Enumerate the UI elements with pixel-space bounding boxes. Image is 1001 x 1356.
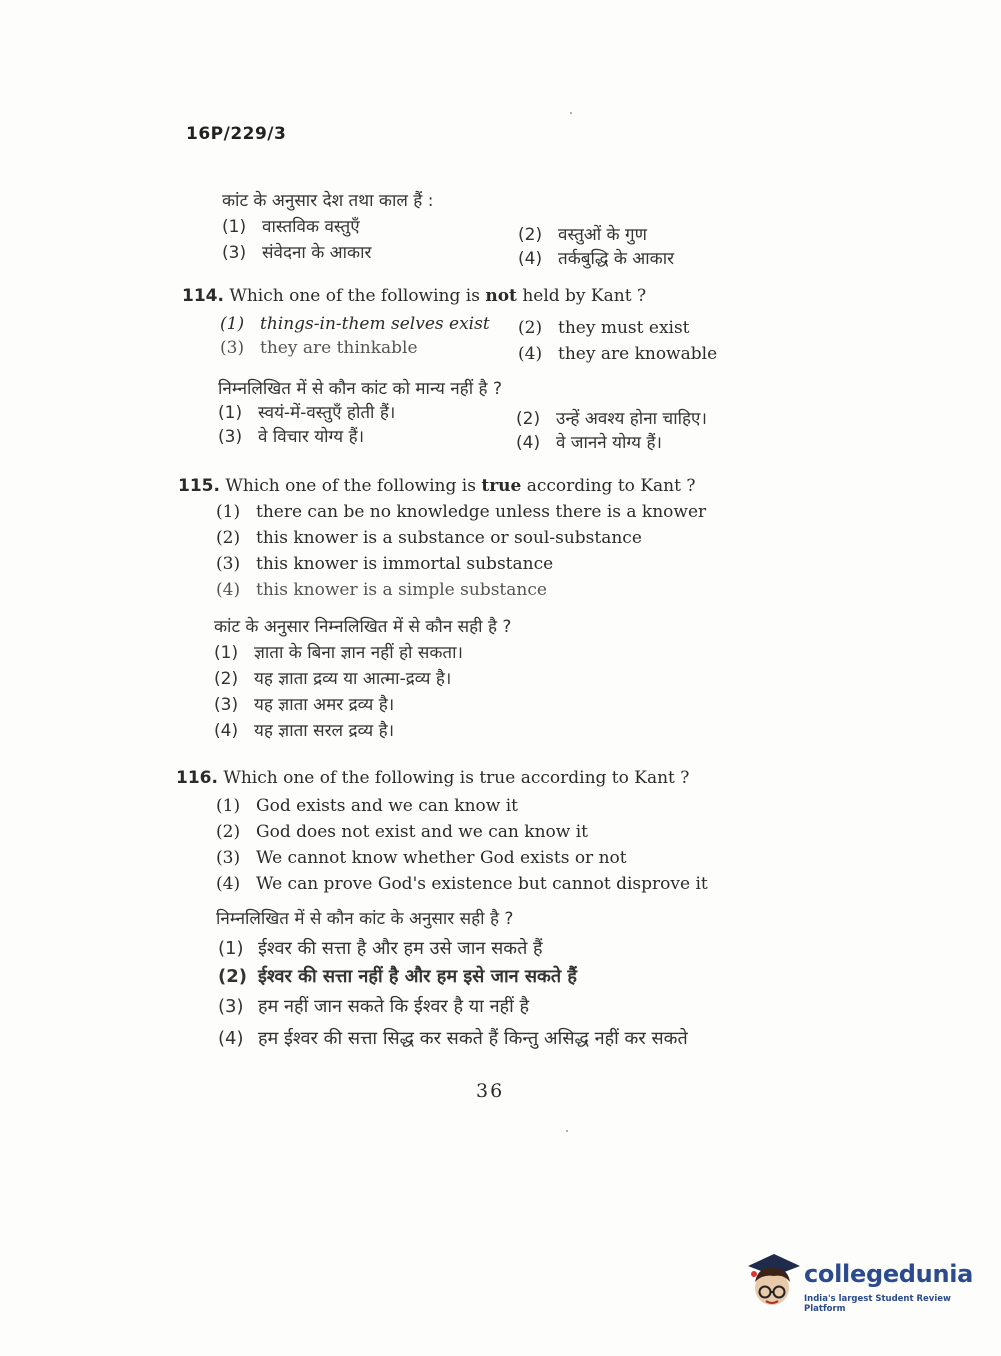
- option-number: (2): [218, 966, 247, 987]
- option-number: (1): [222, 217, 247, 237]
- option-number: (4): [216, 874, 241, 894]
- q114-option-2: [518, 318, 690, 338]
- question-text: Which one of the following is true according to Kant ?: [223, 768, 690, 788]
- question-text: Which one of the following is: [229, 286, 480, 306]
- q116-hindi-option-1: [218, 936, 543, 960]
- q114-option-3: [220, 338, 418, 358]
- option-text: ईश्वर की सत्ता है और हम उसे जान सकते हैं: [258, 938, 543, 959]
- option-number: (2): [516, 409, 541, 429]
- option-number: (4): [518, 249, 543, 269]
- option-number: (1): [218, 403, 243, 423]
- option-number: (3): [220, 338, 245, 358]
- question-number: 114.: [182, 286, 224, 306]
- q113-option-1: [222, 214, 360, 237]
- question-number: 115.: [178, 476, 220, 496]
- option-number: (3): [214, 695, 239, 715]
- paper-code: 16P/229/3: [186, 124, 287, 144]
- q114-hindi-option-2: [516, 406, 707, 429]
- q116-option-3: [216, 848, 627, 868]
- option-number: (4): [216, 580, 241, 600]
- option-number: (2): [216, 822, 241, 842]
- option-text: ज्ञाता के बिना ज्ञान नहीं हो सकता।: [254, 643, 463, 663]
- q115-hindi-option-2: [214, 666, 451, 689]
- page-number: 36: [476, 1080, 505, 1102]
- option-text: यह ज्ञाता सरल द्रव्य है।: [254, 721, 395, 741]
- option-text: We can prove God's existence but cannot disprove it: [256, 874, 708, 894]
- q115-hindi-option-1: [214, 640, 463, 663]
- option-text: वास्तविक वस्तुएँ: [262, 217, 360, 237]
- option-text: they must exist: [558, 318, 690, 338]
- option-text: तर्कबुद्धि के आकार: [558, 249, 675, 269]
- option-text: they are knowable: [558, 344, 718, 364]
- option-number: (4): [218, 1028, 244, 1049]
- option-text: वे विचार योग्य हैं।: [258, 427, 365, 447]
- q114-hindi-question: निम्नलिखित में से कौन कांट को मान्य नहीं है ?: [218, 379, 502, 399]
- option-text: वे जानने योग्य हैं।: [556, 433, 662, 453]
- option-text: यह ज्ञाता अमर द्रव्य है।: [254, 695, 395, 715]
- q113-option-4: [518, 246, 674, 269]
- q115-option-3: [216, 554, 553, 574]
- option-number: (2): [214, 669, 239, 689]
- question-emphasis: true: [481, 476, 522, 496]
- q114-option-4: [518, 344, 717, 364]
- option-text: God does not exist and we can know it: [256, 822, 588, 842]
- q114-question: [182, 286, 646, 306]
- option-text: हम ईश्वर की सत्ता सिद्ध कर सकते हैं किन्तु असिद्ध नहीं कर सकते: [258, 1028, 688, 1049]
- option-number: (1): [220, 314, 245, 334]
- q116-option-1: [216, 796, 518, 816]
- question-emphasis: not: [485, 286, 517, 306]
- option-number: (3): [218, 996, 244, 1017]
- q115-hindi-option-4: [214, 718, 394, 741]
- q116-hindi-option-2: [218, 964, 577, 988]
- option-number: (4): [516, 433, 541, 453]
- q114-hindi-option-3: [218, 424, 364, 447]
- question-text: according to Kant ?: [526, 476, 696, 496]
- logo-wordmark: collegedunia: [804, 1260, 974, 1288]
- option-number: (3): [222, 243, 247, 263]
- option-number: (3): [218, 427, 243, 447]
- option-text: हम नहीं जान सकते कि ईश्वर है या नहीं है: [258, 996, 530, 1017]
- q115-option-2: [216, 528, 642, 548]
- option-text: things-in-them selves exist: [260, 314, 490, 334]
- q115-option-1: [216, 502, 706, 522]
- q115-option-4: [216, 580, 547, 600]
- option-number: (2): [518, 225, 543, 245]
- option-number: (2): [518, 318, 543, 338]
- option-text: this knower is a simple substance: [256, 580, 547, 600]
- option-text: there can be no knowledge unless there is a knower: [256, 502, 707, 522]
- option-text: यह ज्ञाता द्रव्य या आत्मा-द्रव्य है।: [254, 669, 452, 689]
- option-text: स्वयं-में-वस्तुएँ होती हैं।: [258, 403, 396, 423]
- collegedunia-logo: [744, 1252, 974, 1312]
- q116-question: [176, 768, 689, 788]
- q116-option-4: [216, 874, 708, 894]
- question-text: Which one of the following is: [225, 476, 476, 496]
- q116-option-2: [216, 822, 588, 842]
- question-number: 116.: [176, 768, 218, 788]
- option-number: (1): [218, 938, 244, 959]
- q113-option-3: [222, 240, 371, 263]
- q114-option-1: [220, 314, 490, 334]
- q114-hindi-option-4: [516, 430, 662, 453]
- q113-option-2: [518, 222, 647, 245]
- q114-hindi-option-1: [218, 400, 395, 423]
- option-text: संवेदना के आकार: [262, 243, 372, 263]
- option-number: (4): [214, 721, 239, 741]
- q116-hindi-question: निम्नलिखित में से कौन कांट के अनुसार सही है ?: [216, 909, 514, 929]
- option-number: (1): [216, 796, 241, 816]
- q116-hindi-option-4: [218, 1026, 688, 1050]
- q115-hindi-question: कांट के अनुसार निम्नलिखित में से कौन सही है ?: [214, 617, 512, 637]
- q116-hindi-option-3: [218, 994, 529, 1018]
- question-text: held by Kant ?: [522, 286, 647, 306]
- option-text: ईश्वर की सत्ता नहीं है और हम इसे जान सकते हैं: [258, 966, 577, 987]
- scan-speck: [570, 112, 572, 114]
- option-number: (3): [216, 848, 241, 868]
- option-text: this knower is a substance or soul-substance: [256, 528, 642, 548]
- option-text: उन्हें अवश्य होना चाहिए।: [556, 409, 707, 429]
- option-number: (2): [216, 528, 241, 548]
- option-text: they are thinkable: [260, 338, 418, 358]
- option-text: God exists and we can know it: [256, 796, 518, 816]
- q113-hindi-question: कांट के अनुसार देश तथा काल हैं :: [222, 191, 434, 211]
- q115-question: [178, 476, 695, 496]
- scan-speck: [566, 1130, 568, 1132]
- logo-tagline: India's largest Student Review Platform: [804, 1294, 951, 1314]
- mascot-icon: [744, 1252, 800, 1312]
- option-number: (4): [518, 344, 543, 364]
- option-text: We cannot know whether God exists or not: [256, 848, 627, 868]
- option-text: वस्तुओं के गुण: [558, 225, 647, 245]
- q115-hindi-option-3: [214, 692, 394, 715]
- option-text: this knower is immortal substance: [256, 554, 554, 574]
- option-number: (1): [214, 643, 239, 663]
- option-number: (1): [216, 502, 241, 522]
- option-number: (3): [216, 554, 241, 574]
